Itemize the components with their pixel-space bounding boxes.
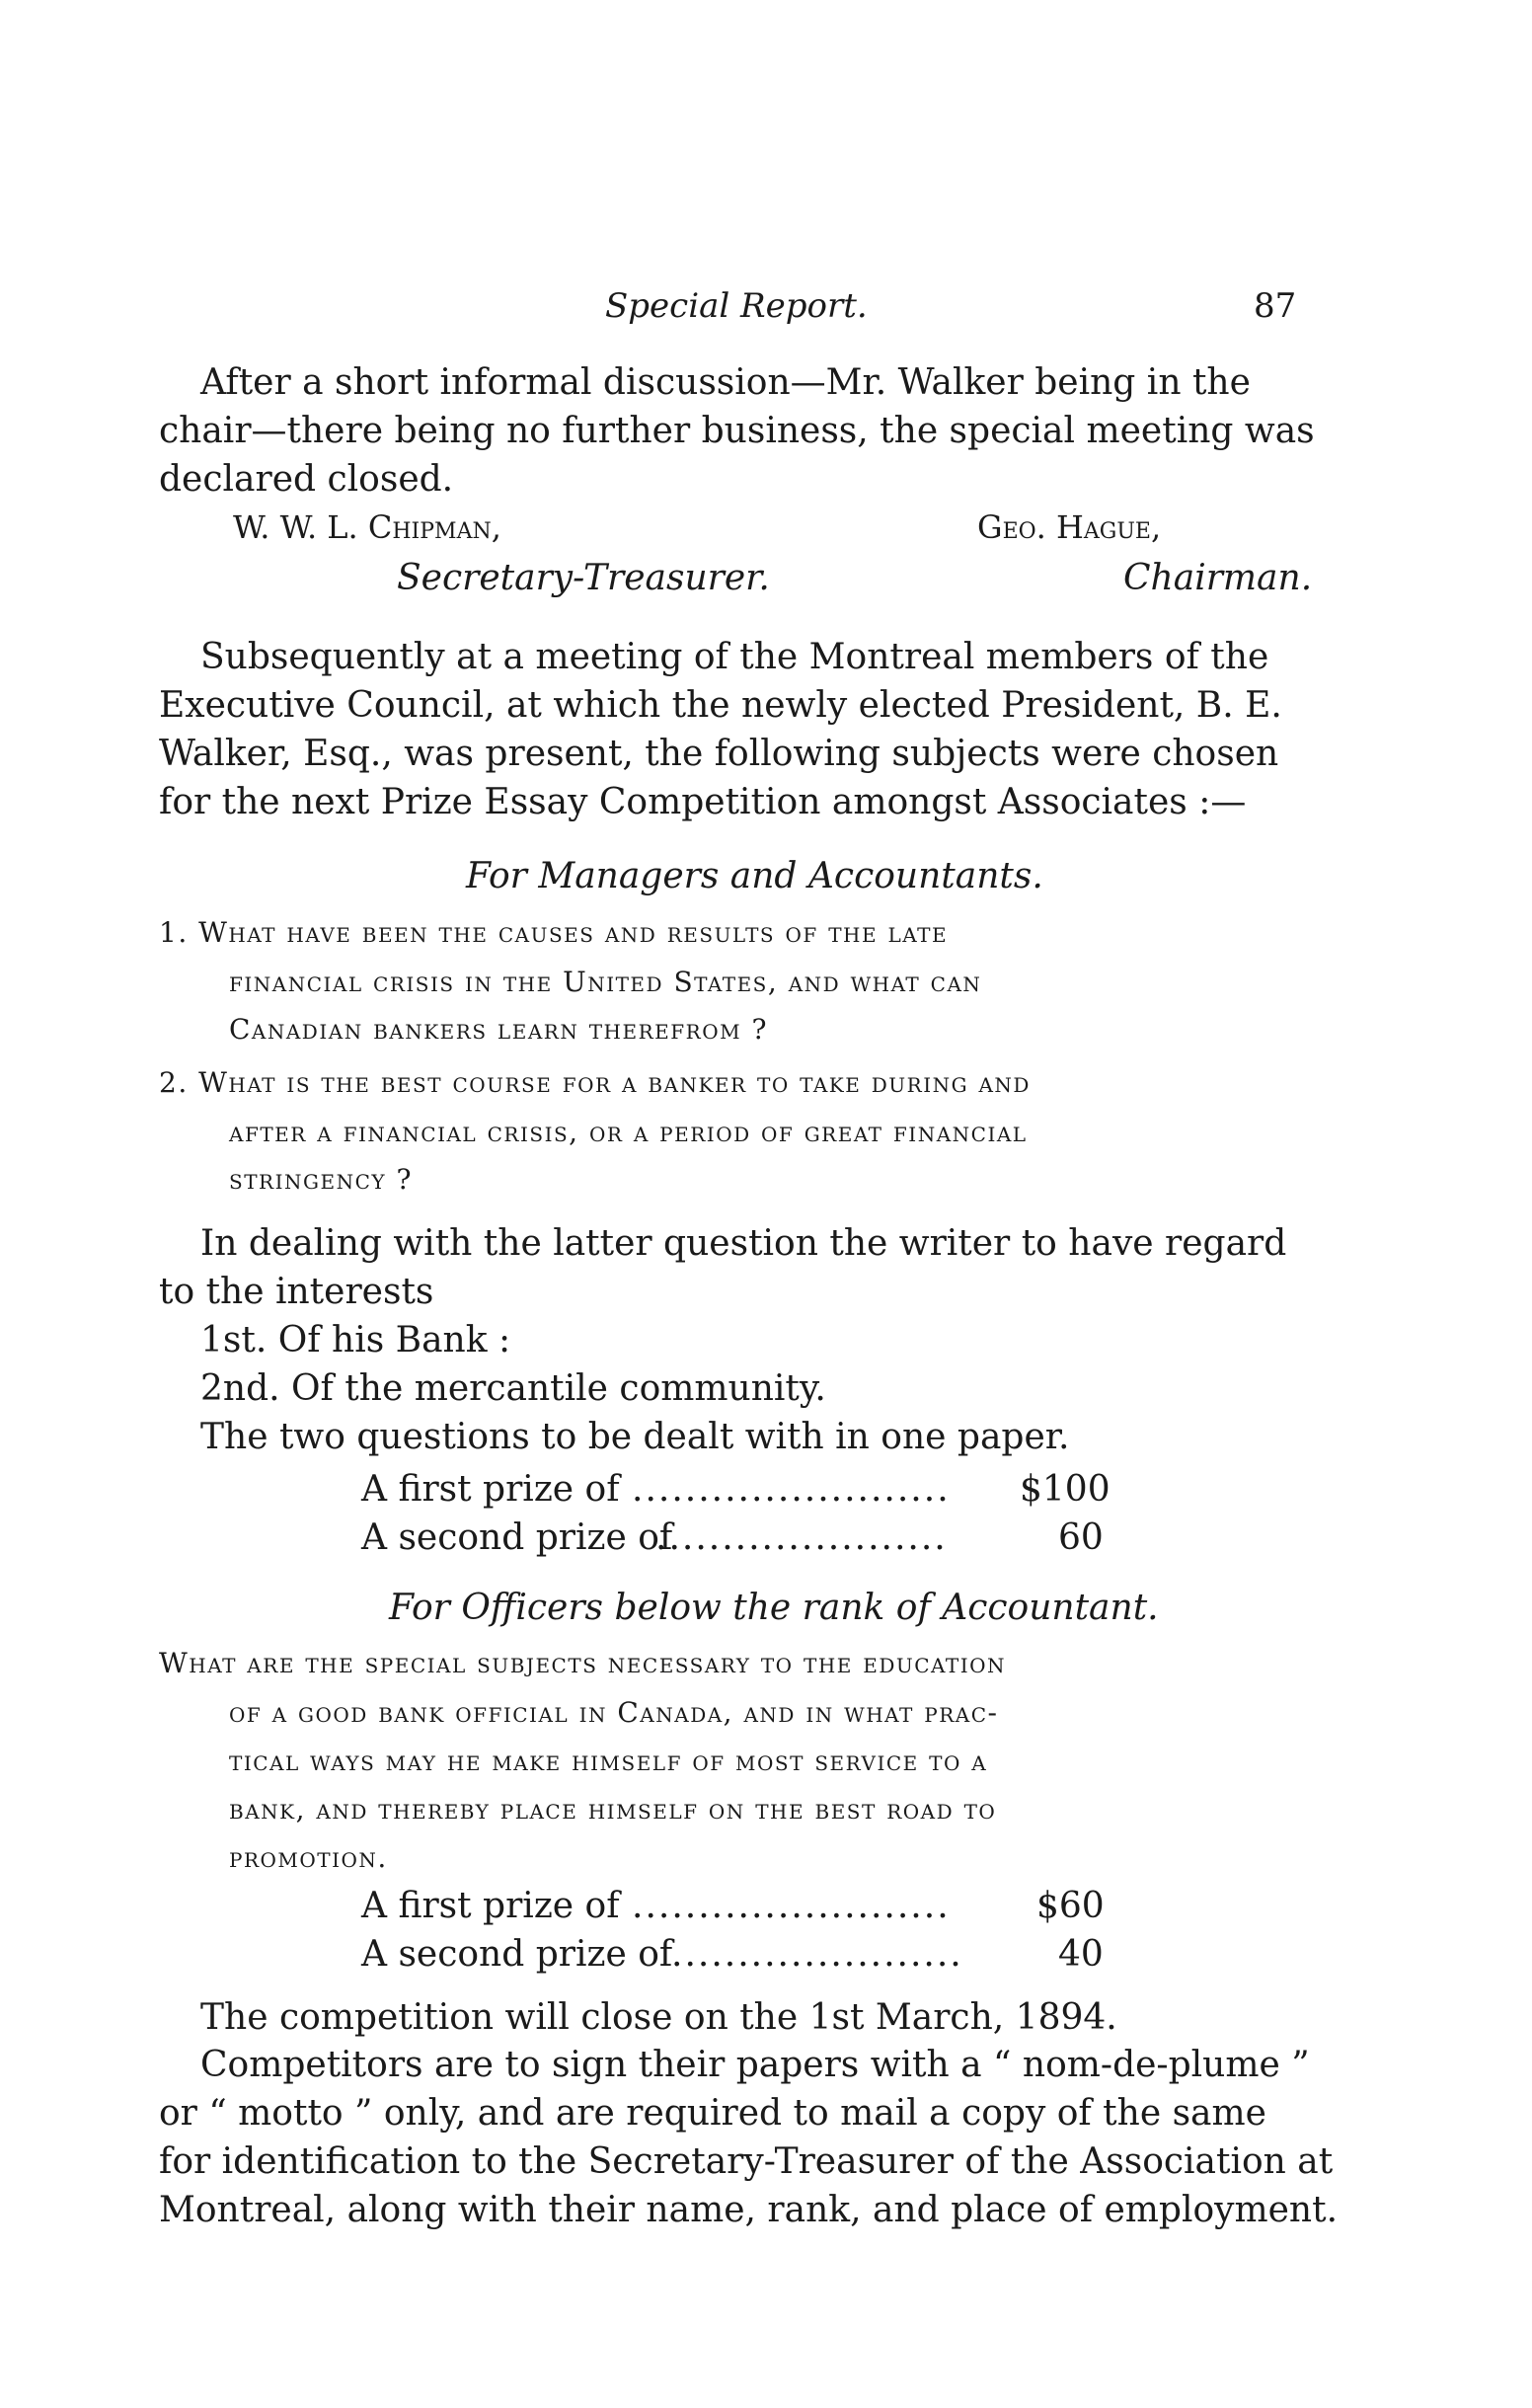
prize-amount: 60 [1058, 1517, 1104, 1558]
subsequently-line: Walker, Esq., was present, the following subjects were chosen [159, 734, 1279, 774]
question-line: of a good bank official in Canada, and in what prac- [229, 1696, 999, 1729]
prize-amount: $60 [1036, 1886, 1105, 1926]
opening-line: chair—there being no further business, the special meeting was [159, 411, 1315, 451]
prize-amount: 40 [1058, 1934, 1104, 1975]
section-heading-managers: For Managers and Accountants. [466, 856, 1043, 896]
closing-line: or “ motto ” only, and are required to mail a copy of the same [159, 2093, 1266, 2134]
prize-label: A first prize of [361, 1886, 620, 1926]
dealing-line: 2nd. Of the mercantile community. [200, 1368, 826, 1409]
closing-line: The competition will close on the 1st March, 1894. [200, 1997, 1117, 2038]
question-line: What are the special subjects necessary to the education [159, 1647, 1007, 1679]
signatory-title-right: Chairman. [1123, 558, 1313, 598]
subsequently-line: Subsequently at a meeting of the Montreal members of the [200, 637, 1269, 677]
dot-leader: ...................... [671, 1934, 963, 1975]
signatory-title-left: Secretary-Treasurer. [397, 558, 770, 598]
signatory-name-right: Geo. Hague, [977, 508, 1162, 546]
question-line: Canadian bankers learn therefrom ? [229, 1013, 768, 1046]
question-line: promotion. [229, 1841, 388, 1874]
question-line: stringency ? [229, 1163, 413, 1196]
prize-amount: $100 [1020, 1469, 1111, 1510]
opening-line: After a short informal discussion—Mr. Walker being in the [200, 362, 1251, 403]
dot-leader: ...................... [655, 1517, 948, 1558]
prize-label: A second prize of [361, 1517, 673, 1558]
signatory-name-left: W. W. L. Chipman, [233, 508, 501, 546]
closing-line: for identification to the Secretary-Treasurer of the Association at [159, 2141, 1334, 2182]
running-title: Special Report. [605, 286, 868, 326]
closing-line: Competitors are to sign their papers with a “ nom-de-plume ” [200, 2045, 1310, 2085]
question-line: after a financial crisis, or a period of great financial [229, 1116, 1028, 1148]
section-heading-officers: For Officers below the rank of Accountant. [389, 1588, 1159, 1628]
dealing-line: to the interests [159, 1272, 434, 1312]
page-number: 87 [1254, 286, 1297, 326]
dot-leader: ........................ [632, 1886, 951, 1926]
prize-label: A first prize of [361, 1469, 620, 1510]
prize-label: A second prize of [361, 1934, 673, 1975]
dealing-line: The two questions to be dealt with in one paper. [200, 1417, 1070, 1457]
question-line: 1. What have been the causes and results of the late [159, 916, 949, 949]
question-line: financial crisis in the United States, and what can [229, 966, 982, 998]
dot-leader: ........................ [632, 1469, 951, 1510]
subsequently-line: for the next Prize Essay Competition amongst Associates :— [159, 782, 1247, 822]
opening-line: declared closed. [159, 459, 454, 500]
question-line: tical ways may he make himself of most service to a [229, 1745, 988, 1777]
dealing-line: 1st. Of his Bank : [200, 1320, 511, 1360]
dealing-line: In dealing with the latter question the writer to have regard [200, 1223, 1287, 1264]
closing-line: Montreal, along with their name, rank, and place of employment. [159, 2190, 1339, 2230]
question-line: bank, and thereby place himself on the best road to [229, 1793, 997, 1825]
subsequently-line: Executive Council, at which the newly elected President, B. E. [159, 685, 1282, 726]
question-line: 2. What is the best course for a banker to take during and [159, 1066, 1031, 1099]
